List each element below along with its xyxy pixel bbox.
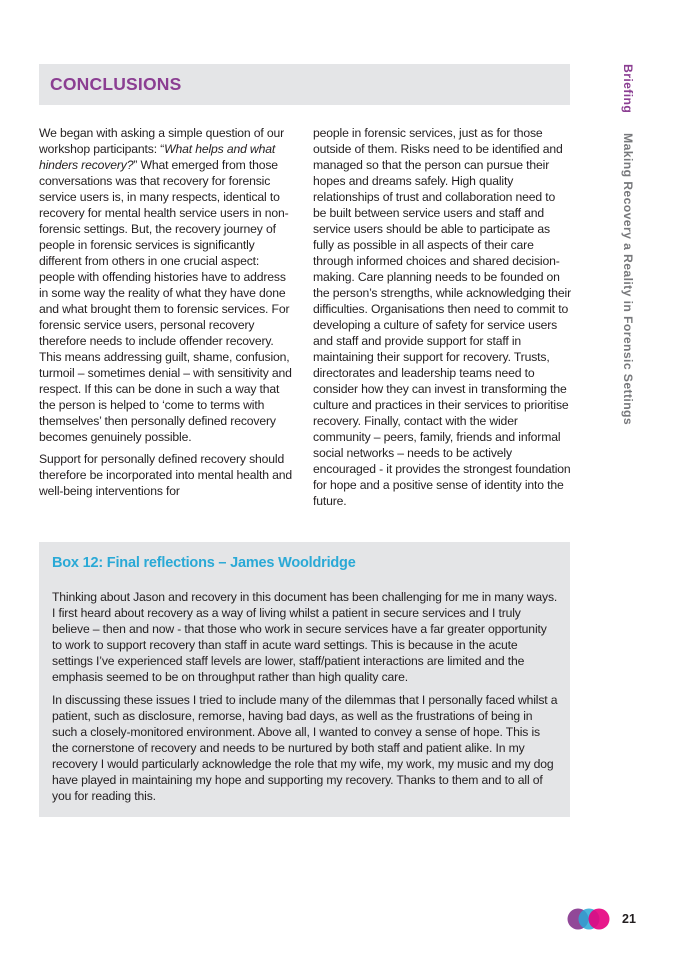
paragraph-support: Support for personally defined recovery should therefore be incorporated into mental health and well-being interventions for — [39, 452, 292, 498]
section-heading: CONCLUSIONS — [50, 74, 182, 94]
paragraph-intro — [39, 125, 297, 445]
workshop-question: What helps and what hinders recovery? — [39, 142, 276, 172]
box-paragraph-2: In discussing these issues I tried to include many of the dilemmas that I personally faced whilst a patient, such as disclosure, remorse, having bad days, as well as the frustrations of being in such a closely-monitored environment. Above all, I wanted to convey a sense of hope. This is the cornerstone of recovery and needs to be nurtured by both staff and patient alike. In my recovery I would particularly acknowledge the role that my wife, my work, my music and my dog have played in maintaining my hope and supporting my recovery. Thanks to them and to all of you for reading this. — [52, 693, 558, 803]
box-title: Box 12: Final reflections – James Wooldridge — [52, 555, 356, 571]
paragraph-continuation: people in forensic services, just as for those outside of them. Risks need to be identified and managed so that the person can pursue their hopes and dreams safely. High quality relationships of trust and collaboration need to be built between service users and staff and service users should be able to participate as fully as possible in all aspects of their care through informed choices and shared decision-making. Care planning needs to be founded on the person’s strengths, while acknowledging their difficulties. Organisations then need to commit to developing a culture of safety for service users and staff and provide support for staff in maintaining their support for recovery. Trusts, directorates and leadership teams need to consider how they can invest in transforming the culture and practices in their services to prioritise recovery. Finally, contact with the wider community – peers, family, friends and informal social networks – needs to be actively encouraged - it provides the strongest foundation for hope and a positive sense of identity into the future. — [313, 126, 571, 508]
side-running-header — [621, 64, 635, 425]
section-heading-bar — [39, 64, 570, 105]
intro-text: We began with asking a simple question of our workshop participants: “ — [39, 126, 285, 156]
box-paragraph-1: Thinking about Jason and recovery in this document has been challenging for me in many ways. I first heard about recovery as a way of living whilst a patient in secure services and I truly believe – then and now - that those who work in secure services have a far greater opportunity to work to support recovery than staff in acute ward settings. This is because in the acute settings I’ve experienced staff levels are lower, staff/patient interactions are limited and the emphasis seemed to be on throughput rather than high quality care. — [52, 590, 558, 684]
page-number: 21 — [622, 912, 636, 926]
logo-circles-icon — [567, 907, 611, 931]
final-reflections-box — [39, 542, 570, 817]
right-column — [313, 125, 571, 515]
left-column — [39, 125, 297, 505]
series-label: Briefing — [621, 64, 635, 114]
document-title: Making Recovery a Reality in Forensic Settings — [621, 133, 635, 426]
intro-continuation: ” What emerged from those conversations was that recovery for forensic service users is, in many respects, identical to recovery for mental health service users in non-forensic settings. But, the recovery journey of people in forensic services is significantly different from others in one crucial aspect: people with offending histories have to address in some way the reality of what they have done and what brought them to forensic services. For forensic service users, personal recovery therefore needs to include offender recovery. This means addressing guilt, shame, confusion, turmoil – sometimes denial – with sensitivity and respect. If this can be done in such a way that the person is helped to ‘come to terms with themselves’ then personally defined recovery becomes genuinely possible. — [39, 158, 292, 444]
